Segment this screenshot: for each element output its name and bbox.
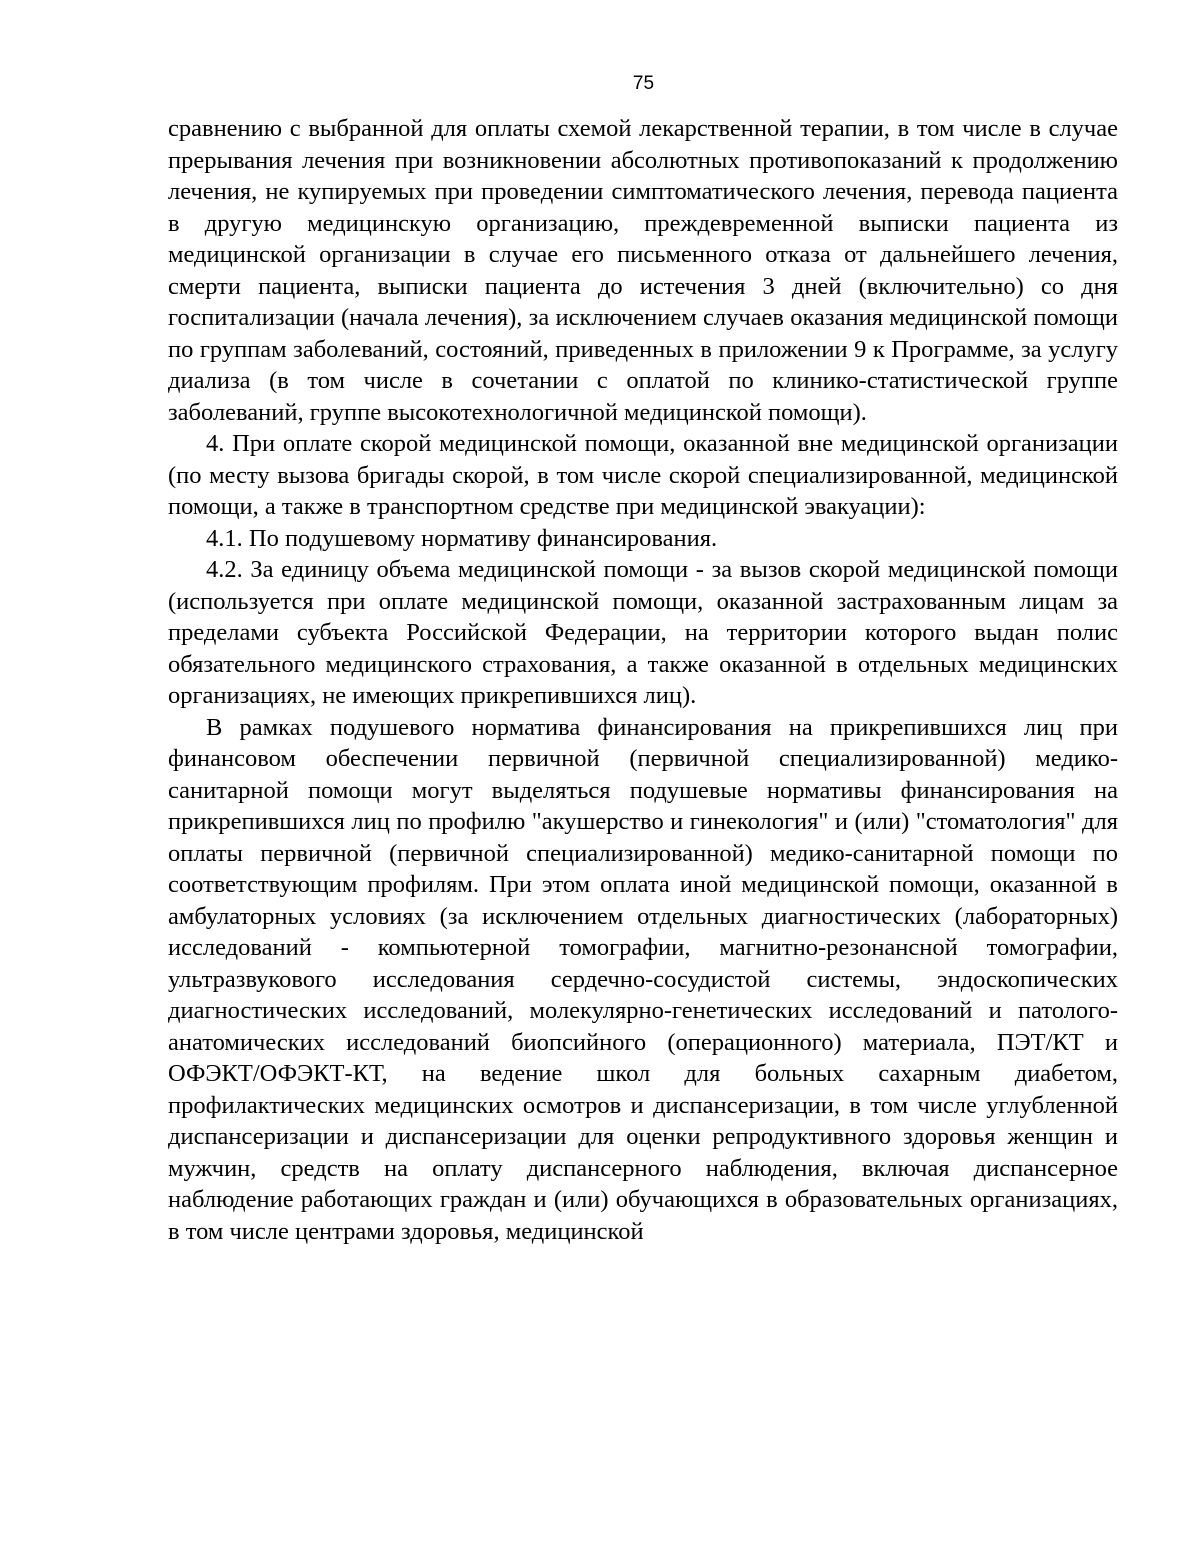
paragraph-item-4-1: 4.1. По подушевому нормативу финансирования.: [206, 524, 718, 552]
document-body: [168, 113, 1118, 1247]
paragraph-item-4-2: 4.2. За единицу объема медицинской помощи - за вызов скорой медицинской помощи (используется при оплате медицинской помощи, оказанной застрахованным лицам за пределами субъекта Российской Федерации, на территории которого выдан полис обязательного медицинского страхования, а также оказанной в отдельных медицинских организациях, не имеющих прикрепившихся лиц).: [168, 556, 1118, 709]
paragraph-item-4: 4. При оплате скорой медицинской помощи, оказанной вне медицинской организации (по месту вызова бригады скорой, в том числе скорой специализированной, медицинской помощи, а также в транспортном средстве при медицинской эвакуации):: [168, 430, 1118, 520]
paragraph-capitation-norm: В рамках подушевого норматива финансирования на прикрепившихся лиц при финансовом обеспечении первичной (первичной специализированной) медико-санитарной помощи могут выделяться подушевые нормативы финансирования на прикрепившихся лиц по профилю "акушерство и гинекология" и (или) "стоматология" для оплаты первичной (первичной специализированной) медико-санитарной помощи по соответствующим профилям. При этом оплата иной медицинской помощи, оказанной в амбулаторных условиях (за исключением отдельных диагностических (лабораторных) исследований - компьютерной томографии, магнитно-резонансной томографии, ультразвукового исследования сердечно-сосудистой системы, эндоскопических диагностических исследований, молекулярно-генетических исследований и патолого-анатомических исследований биопсийного (операционного) материала, ПЭТ/КТ и ОФЭКТ/ОФЭКТ-КТ, на ведение школ для больных сахарным диабетом, профилактических медицинских осмотров и диспансеризации, в том числе углубленной диспансеризации и диспансеризации для оценки репродуктивного здоровья женщин и мужчин, средств на оплату диспансерного наблюдения, включая диспансерное наблюдение работающих граждан и (или) обучающихся в образовательных организациях, в том числе центрами здоровья, медицинской: [168, 713, 1118, 1245]
paragraph-continuation: сравнению с выбранной для оплаты схемой лекарственной терапии, в том числе в случае прерывания лечения при возникновении абсолютных противопоказаний к продолжению лечения, не купируемых при проведении симптоматического лечения, перевода пациента в другую медицинскую организацию, преждевременной выписки пациента из медицинской организации в случае его письменного отказа от дальнейшего лечения, смерти пациента, выписки пациента до истечения 3 дней (включительно) со дня госпитализации (начала лечения), за исключением случаев оказания медицинской помощи по группам заболеваний, состояний, приведенных в приложении 9 к Программе, за услугу диализа (в том числе в сочетании с оплатой по клинико-статистической группе заболеваний, группе высокотехнологичной медицинской помощи).: [168, 115, 1118, 426]
page-number: 75: [632, 73, 655, 94]
